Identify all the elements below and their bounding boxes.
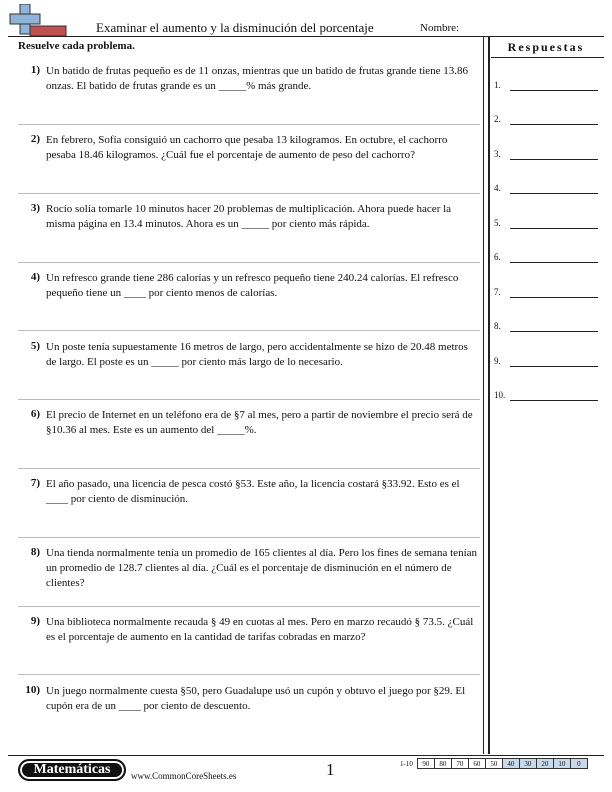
score-cell: 60 <box>468 759 485 769</box>
problem-number: 3) <box>30 202 40 214</box>
problem-divider <box>18 124 480 125</box>
score-cell: 0 <box>570 759 587 769</box>
answer-number: 1. <box>494 80 501 90</box>
score-cell: 90 <box>417 759 434 769</box>
score-cell: 70 <box>451 759 468 769</box>
problem-text: Una biblioteca normalmente recauda § 49 en cuotas al mes. Pero en marzo recaudó § 73.5. ¿Cuál es el porcentaje de aumento en la cantidad de tarifas cobradas en marzo? <box>46 616 474 643</box>
answer-row <box>494 149 598 163</box>
problem-number: 5) <box>30 340 40 352</box>
problem-number: 1) <box>30 64 40 76</box>
problem-number: 9) <box>30 615 40 627</box>
answer-number: 7. <box>494 287 501 297</box>
problem-number: 2) <box>30 133 40 145</box>
answer-row <box>494 252 598 266</box>
problem-number: 6) <box>30 408 40 420</box>
problem-divider <box>18 193 480 194</box>
answer-field[interactable] <box>510 124 598 125</box>
problem-text: Un poste tenía supuestamente 16 metros de largo, pero accidentalmente se hizo de 20.48 metros de largo. El poste es un _____ por ciento más largo de lo necesario. <box>46 341 468 368</box>
score-cell: 30 <box>519 759 536 769</box>
problem-text: Una tienda normalmente tenía un promedio de 165 clientes al día. Pero los fines de semana tenían un promedio de 128.7 clientes al día. ¿Cuál es el porcentaje de disminución en el número de clientes? <box>46 547 478 589</box>
problem-text: El año pasado, una licencia de pesca costó §53. Este año, la licencia costará §33.92. Esto es el ____ por ciento de disminución. <box>46 478 460 505</box>
answers-title: Respuestas <box>507 40 585 54</box>
score-table <box>398 758 588 769</box>
answer-row <box>494 218 598 232</box>
answer-number: 9. <box>494 356 501 366</box>
answer-row <box>494 287 598 301</box>
score-cell: 20 <box>536 759 553 769</box>
score-cell: 10 <box>553 759 570 769</box>
score-range: 1-10 <box>400 759 413 768</box>
score-cell: 80 <box>434 759 451 769</box>
answer-field[interactable] <box>510 400 598 401</box>
problem-text: Un juego normalmente cuesta §50, pero Guadalupe usó un cupón y obtuvo el juego por §29. El cupón era de un ____ por ciento de descuento. <box>46 685 466 712</box>
page-number: 1 <box>326 760 335 779</box>
footer-divider <box>8 755 604 756</box>
answer-field[interactable] <box>510 90 598 91</box>
answer-row <box>494 356 598 370</box>
problem-text: Un batido de frutas pequeño es de 11 onzas, mientras que un batido de frutas grande tiene 13.86 onzas. El batido de frutas grande es un _____% más grande. <box>46 65 469 92</box>
problem-divider <box>18 674 480 675</box>
problem-number: 4) <box>30 271 40 283</box>
instructions: Resuelve cada problema. <box>18 40 135 52</box>
subject-badge <box>18 759 126 781</box>
website-link[interactable]: www.CommonCoreSheets.es <box>131 771 237 781</box>
answer-number: 10. <box>494 390 506 400</box>
answer-field[interactable] <box>510 331 598 332</box>
header-divider <box>8 36 604 37</box>
problem-text: El precio de Internet en un teléfono era de §7 al mes, pero a partir de noviembre el precio será de §10.36 al mes. Este es un aumento del _____%. <box>46 409 473 436</box>
problem-divider <box>18 468 480 469</box>
plus-logo-icon <box>8 4 68 38</box>
answer-field[interactable] <box>510 262 598 263</box>
answer-row <box>494 80 598 94</box>
answer-field[interactable] <box>510 159 598 160</box>
subject-badge-label: Matemáticas <box>33 762 111 777</box>
answer-row <box>494 390 598 404</box>
answer-field[interactable] <box>510 297 598 298</box>
problem-number: 8) <box>30 546 40 558</box>
problem-text: Un refresco grande tiene 286 calorías y un refresco pequeño tiene 240.24 calorías. El refresco pequeño tiene un ____ por ciento menos de calorías. <box>46 272 459 299</box>
problem-divider <box>18 330 480 331</box>
answers-title-underline <box>491 57 604 58</box>
score-cell: 50 <box>485 759 502 769</box>
column-divider-thick <box>488 37 490 754</box>
problem-divider <box>18 606 480 607</box>
name-label: Nombre: <box>420 22 460 34</box>
problem-text: Rocío solía tomarle 10 minutos hacer 20 problemas de multiplicación. Ahora puede hacer la misma página en 13.4 minutos. Ahora es un _____ por ciento más rápida. <box>46 203 452 230</box>
score-cell: 40 <box>502 759 519 769</box>
column-divider <box>483 37 484 754</box>
answer-field[interactable] <box>510 193 598 194</box>
worksheet-title: Examinar el aumento y la disminución del porcentaje <box>96 20 374 35</box>
answer-field[interactable] <box>510 228 598 229</box>
answer-number: 6. <box>494 252 501 262</box>
answer-number: 8. <box>494 321 501 331</box>
answer-number: 2. <box>494 114 501 124</box>
answer-number: 5. <box>494 218 501 228</box>
answer-row <box>494 114 598 128</box>
problem-number: 10) <box>25 684 40 696</box>
answer-number: 3. <box>494 149 501 159</box>
problem-divider <box>18 262 480 263</box>
answer-row <box>494 321 598 335</box>
problem-divider <box>18 399 480 400</box>
problem-divider <box>18 537 480 538</box>
problem-text: En febrero, Sofía consiguió un cachorro que pesaba 13 kilogramos. En octubre, el cachorro pesaba 18.46 kilogramos. ¿Cuál fue el porcentaje de aumento de peso del cachorro? <box>46 134 448 161</box>
answer-field[interactable] <box>510 366 598 367</box>
answer-number: 4. <box>494 183 501 193</box>
answer-row <box>494 183 598 197</box>
problem-number: 7) <box>30 477 40 489</box>
